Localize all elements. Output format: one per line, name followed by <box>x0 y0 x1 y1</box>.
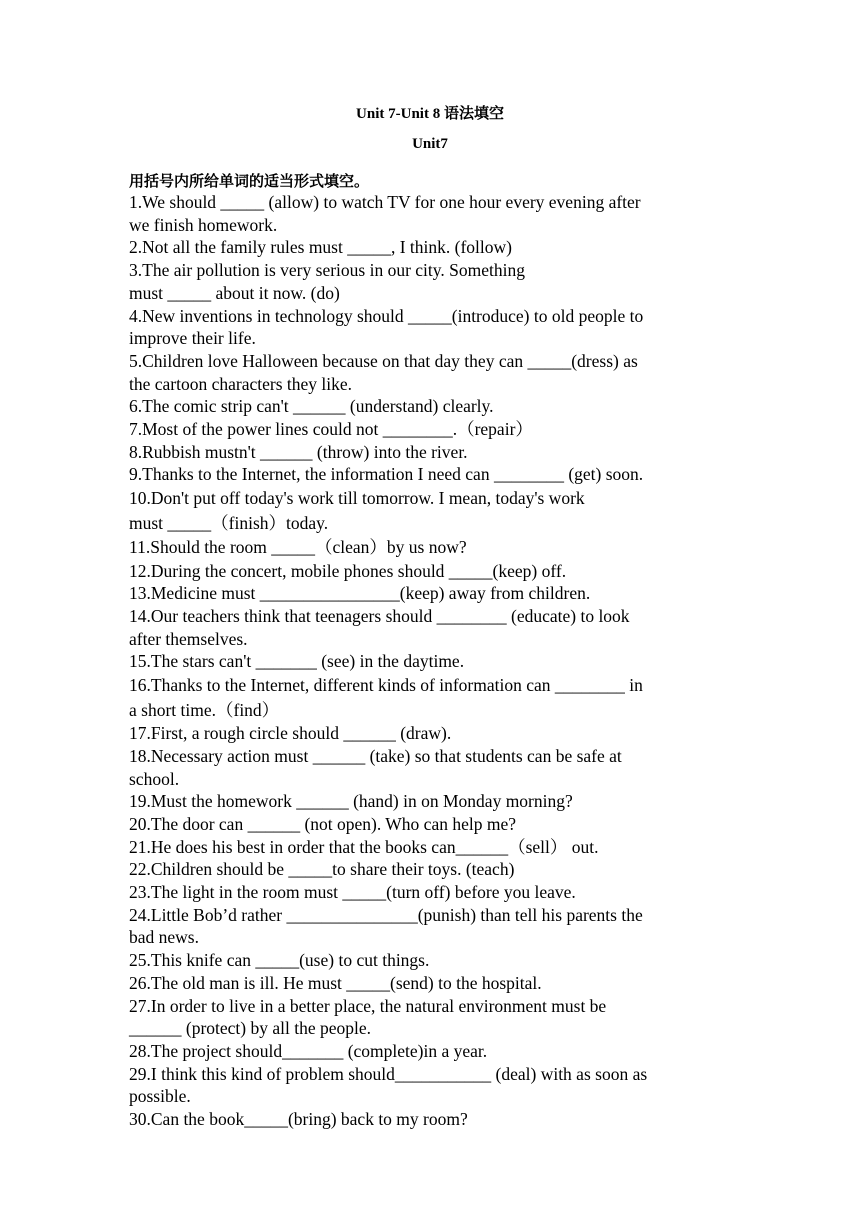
question-item <box>129 463 729 486</box>
question-line: 21.He does his best in order that the books can______（sell） out. <box>129 836 599 857</box>
question-item <box>129 904 729 949</box>
question-item <box>129 722 729 745</box>
question-line: 5.Children love Halloween because on that day they can _____(dress) as <box>129 350 638 371</box>
question-line: 24.Little Bob’d rather _______________(punish) than tell his parents the <box>129 904 643 925</box>
question-line: 17.First, a rough circle should ______ (draw). <box>129 723 452 744</box>
question-item <box>129 259 729 304</box>
question-line: 14.Our teachers think that teenagers should ________ (educate) to look <box>129 606 630 627</box>
question-item <box>129 1063 729 1108</box>
question-item <box>129 305 729 350</box>
question-line: 10.Don't put off today's work till tomorrow. I mean, today's work <box>129 488 585 509</box>
question-line: 26.The old man is ill. He must _____(send) to the hospital. <box>129 972 542 993</box>
question-item <box>129 790 729 813</box>
question-line: 19.Must the homework ______ (hand) in on Monday morning? <box>129 791 573 812</box>
question-line: we finish homework. <box>129 214 278 235</box>
question-line: school. <box>129 768 180 789</box>
question-line: must _____ about it now. (do) <box>129 282 340 303</box>
question-line: 29.I think this kind of problem should___________ (deal) with as soon as <box>129 1063 648 1084</box>
question-item <box>129 582 729 605</box>
question-item <box>129 418 729 441</box>
question-line: 15.The stars can't _______ (see) in the daytime. <box>129 651 465 672</box>
question-item <box>129 560 729 583</box>
question-line: improve their life. <box>129 328 256 349</box>
question-line: 13.Medicine must ________________(keep) away from children. <box>129 583 591 604</box>
question-item <box>129 605 729 650</box>
question-line: 28.The project should_______ (complete)in a year. <box>129 1041 488 1061</box>
question-item <box>129 395 729 418</box>
question-line: 22.Children should be _____to share their toys. (teach) <box>129 859 515 880</box>
question-line: bad news. <box>129 927 199 948</box>
question-line: 3.The air pollution is very serious in our city. Something <box>129 260 525 281</box>
question-item <box>129 535 729 560</box>
question-item <box>129 650 729 673</box>
question-line: 9.Thanks to the Internet, the information I need can ________ (get) soon. <box>129 464 644 485</box>
question-line: possible. <box>129 1086 191 1107</box>
question-item <box>129 858 729 881</box>
question-item <box>129 881 729 904</box>
question-line: 12.During the concert, mobile phones should _____(keep) off. <box>129 560 567 581</box>
question-line: the cartoon characters they like. <box>129 373 353 394</box>
question-item <box>129 949 729 972</box>
page-title: Unit 7-Unit 8 语法填空 <box>356 106 504 122</box>
question-line: a short time.（find） <box>129 699 280 720</box>
question-line: 6.The comic strip can't ______ (understand) clearly. <box>129 396 494 417</box>
question-line: 23.The light in the room must _____(turn off) before you leave. <box>129 882 576 903</box>
question-item <box>129 745 729 790</box>
question-item <box>129 836 729 859</box>
question-line: 25.This knife can _____(use) to cut things. <box>129 950 430 971</box>
question-line: 16.Thanks to the Internet, different kinds of information can ________ in <box>129 675 643 696</box>
question-list <box>129 191 729 1131</box>
question-item <box>129 236 729 259</box>
question-line: must _____（finish）today. <box>129 512 329 533</box>
question-item <box>129 995 729 1040</box>
question-item <box>129 350 729 395</box>
question-line: 4.New inventions in technology should _____(introduce) to old people to <box>129 305 644 326</box>
question-item <box>129 1108 729 1131</box>
question-line: 30.Can the book_____(bring) back to my room? <box>129 1109 468 1130</box>
question-line: 11.Should the room _____（clean）by us now? <box>129 537 467 558</box>
question-item <box>129 1040 729 1063</box>
section-title: Unit7 <box>412 136 448 152</box>
question-line: 2.Not all the family rules must _____, I think. (follow) <box>129 237 513 258</box>
question-line: 1.We should _____ (allow) to watch TV for one hour every evening after <box>129 192 641 212</box>
question-item <box>129 441 729 464</box>
question-item <box>129 813 729 836</box>
question-item <box>129 191 729 236</box>
instruction-text: 用括号内所给单词的适当形式填空。 <box>129 174 370 190</box>
question-line: 27.In order to live in a better place, the natural environment must be <box>129 995 607 1016</box>
question-line: after themselves. <box>129 628 248 649</box>
question-line: ______ (protect) by all the people. <box>129 1018 372 1039</box>
question-line: 20.The door can ______ (not open). Who can help me? <box>129 813 516 834</box>
question-item <box>129 673 729 722</box>
question-item <box>129 972 729 995</box>
question-line: 8.Rubbish mustn't ______ (throw) into the river. <box>129 441 468 462</box>
question-line: 18.Necessary action must ______ (take) so that students can be safe at <box>129 745 622 766</box>
question-line: 7.Most of the power lines could not ________.（repair） <box>129 419 533 440</box>
question-item <box>129 486 729 535</box>
